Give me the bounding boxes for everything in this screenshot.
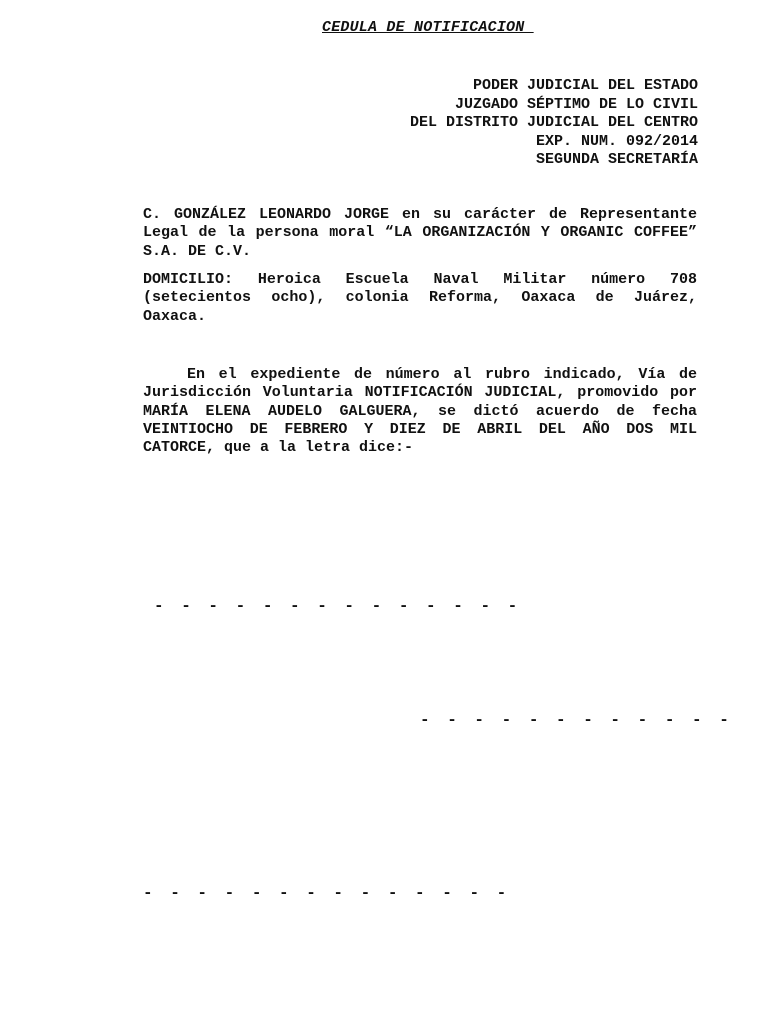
dash-line-2: - - - - - - - - - - - - xyxy=(420,711,733,729)
domicile-paragraph: DOMICILIO: Heroica Escuela Naval Militar número 708 (setecientos ocho), colonia Reforma, Oaxaca de Juárez, Oaxaca. xyxy=(143,271,697,325)
dash-line-3: - - - - - - - - - - - - - - xyxy=(143,884,511,902)
secretariat: SEGUNDA SECRETARÍA xyxy=(535,151,698,168)
case-number: EXP. NUM. 092/2014 xyxy=(535,132,698,150)
court-header xyxy=(410,77,698,170)
court-header-line-2: JUZGADO SÉPTIMO DE LO CIVIL xyxy=(454,95,698,113)
recipient-paragraph: C. GONZÁLEZ LEONARDO JORGE en su carácter de Representante Legal de la persona moral “LA ORGANIZACIÓN Y ORGANIC COFFEE” S.A. DE C.V. xyxy=(143,206,697,260)
court-header-line-3: DEL DISTRITO JUDICIAL DEL CENTRO xyxy=(409,114,698,131)
dash-line-1: - - - - - - - - - - - - - - xyxy=(154,597,522,615)
body-paragraph: En el expediente de número al rubro indicado, Vía de Jurisdicción Voluntaria NOTIFICACIÓN JUDICIAL, promovido por MARÍA ELENA AUDELO GALGUERA, se dictó acuerdo de fecha VEINTIOCHO DE FEBRERO Y DIEZ DE ABRIL DEL AÑO DOS MIL CATORCE, que a la letra dice:- xyxy=(143,366,697,457)
court-header-line-1: PODER JUDICIAL DEL ESTADO xyxy=(472,77,698,94)
document-title: CEDULA DE NOTIFICACION xyxy=(322,19,534,36)
